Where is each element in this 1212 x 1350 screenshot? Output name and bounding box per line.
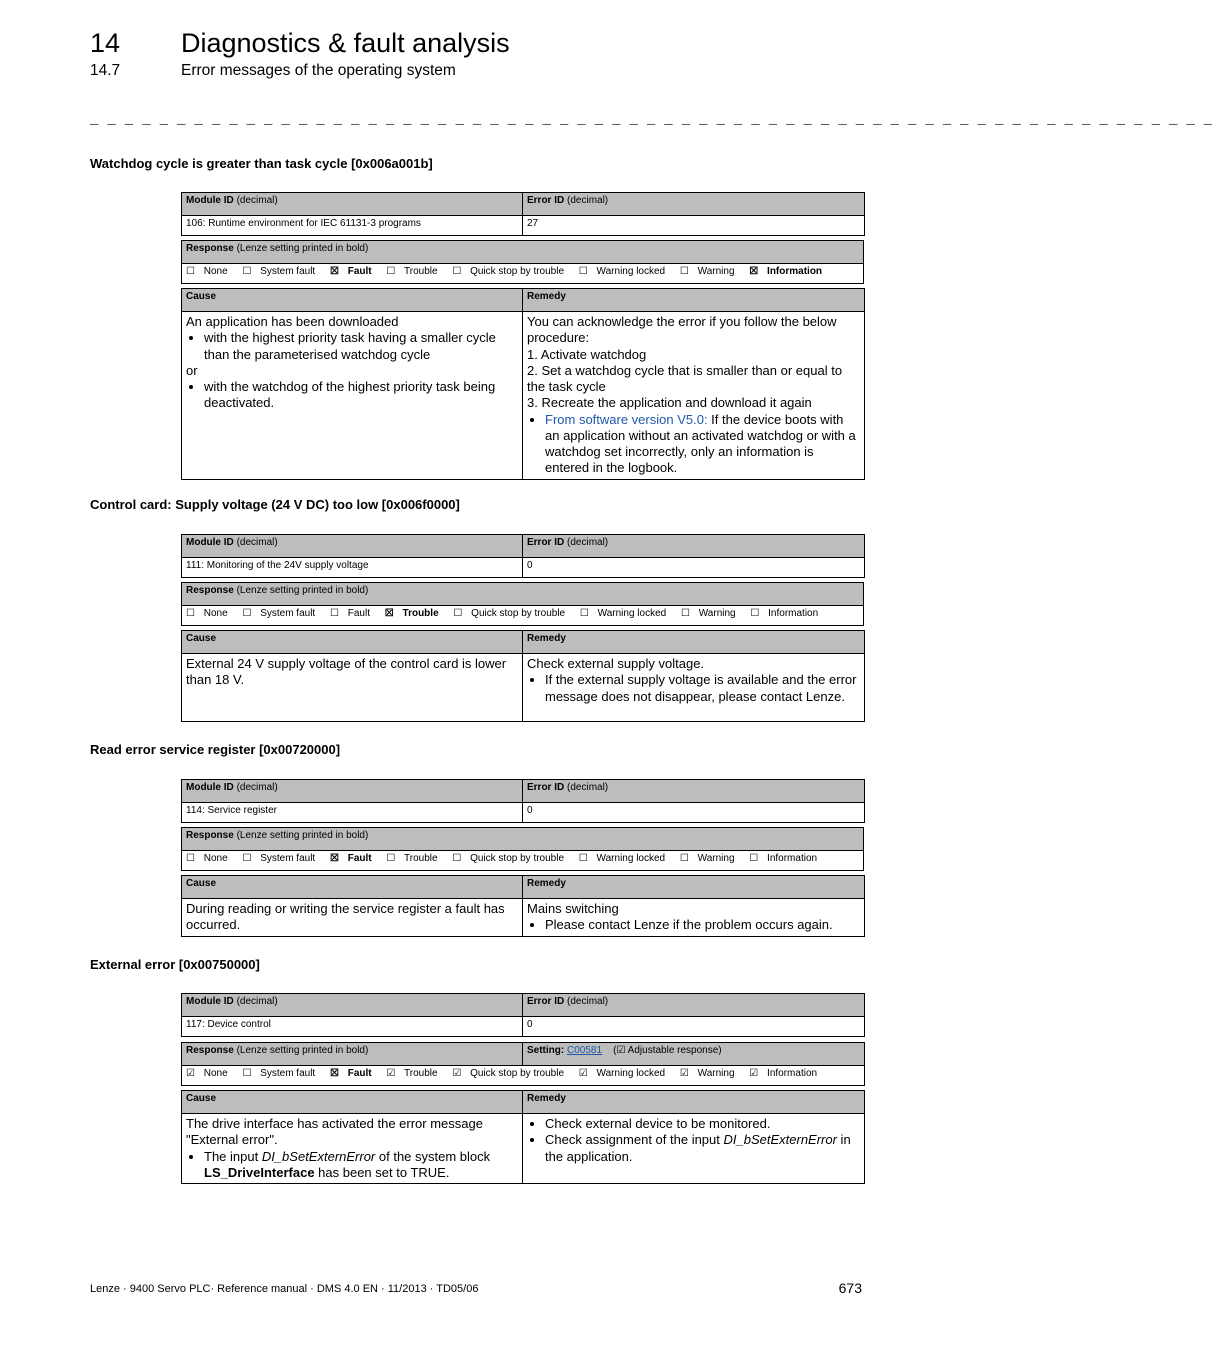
footer-text: Lenze · 9400 Servo PLC· Reference manual · DMS 4.0 EN · 11/2013 · TD05/06 xyxy=(90,1283,479,1295)
cause-header: Cause xyxy=(182,289,523,312)
error-id-header: Error ID (decimal) xyxy=(523,193,865,216)
module-id-value: 114: Service register xyxy=(182,803,523,823)
cause-cell: During reading or writing the service register a fault has occurred. xyxy=(182,899,523,937)
setting-code-link[interactable]: C00581 xyxy=(567,1045,603,1056)
chapter-number: 14 xyxy=(90,28,121,58)
response-options: ☐ None ☐ System fault ☒ Fault ☐ Trouble ☐ Quick stop by trouble ☐ Warning locked ☐ Warning ☐ Information xyxy=(182,851,864,871)
cause-remedy-table xyxy=(181,630,865,722)
response-header: Response (Lenze setting printed in bold) xyxy=(182,1043,523,1066)
remedy-cell: You can acknowledge the error if you follow the below procedure: 1. Activate watchdog 2. Set a watchdog cycle that is smaller than or equal to the task cycle 3. Recreate the application and download it again • From software version V5.0: If the device boots with an application without an activated watchdog or with a watchdog set incorrectly, only an information is entered in the logbook. xyxy=(523,312,865,480)
remedy-cell xyxy=(523,1114,865,1184)
software-version-link[interactable]: From software version V5.0: xyxy=(545,411,708,427)
error-table xyxy=(181,779,865,823)
cause-remedy-table xyxy=(181,875,865,937)
response-options: ☐ None ☐ System fault ☒ Fault ☐ Trouble ☐ Quick stop by trouble ☐ Warning locked ☐ Warning ☒ Information xyxy=(182,264,864,284)
list-item: • From software version V5.0: If the device boots with an application without an activated watchdog or with a watchdog set incorrectly, only an information is entered in the logbook. xyxy=(545,412,860,477)
error-id-value: 0 xyxy=(523,803,865,823)
module-id-header: Module ID (decimal) xyxy=(182,193,523,216)
error-table xyxy=(181,993,865,1037)
section-title: Error messages of the operating system xyxy=(181,62,456,79)
list-item: • Check external device to be monitored. xyxy=(545,1116,860,1132)
chapter-title: Diagnostics & fault analysis xyxy=(181,28,510,58)
error-id-value: 27 xyxy=(523,216,865,236)
cause-cell: The drive interface has activated the error message "External error". • The input DI_bSetExternError of the system block LS_DriveInterface has been set to TRUE. xyxy=(182,1114,523,1184)
response-options: ☐ None ☐ System fault ☐ Fault ☒ Trouble ☐ Quick stop by trouble ☐ Warning locked ☐ Warning ☐ Information xyxy=(182,606,864,626)
error-id-header: Error ID (decimal) xyxy=(523,535,865,558)
cause-cell: An application has been downloaded • with the highest priority task having a smaller cycle than the parameterised watchdog cycle or • with the watchdog of the highest priority task being deactivated. xyxy=(182,312,523,480)
response-header: Response (Lenze setting printed in bold) xyxy=(182,241,864,264)
cause-header: Cause xyxy=(182,876,523,899)
error-table xyxy=(181,192,865,236)
error-id-value: 0 xyxy=(523,558,865,578)
remedy-header: Remedy xyxy=(523,631,865,654)
cause-header: Cause xyxy=(182,1091,523,1114)
response-table xyxy=(181,240,864,284)
response-header: Response (Lenze setting printed in bold) xyxy=(182,828,864,851)
list-item: • If the external supply voltage is available and the error message does not disappear, please contact Lenze. xyxy=(545,672,860,705)
error-title: Watchdog cycle is greater than task cycle [0x006a001b] xyxy=(90,156,433,171)
module-id-value: 117: Device control xyxy=(182,1017,523,1037)
remedy-cell: Check external supply voltage. • If the external supply voltage is available and the error message does not disappear, please contact Lenze. xyxy=(523,654,865,722)
list-item: • Please contact Lenze if the problem occurs again. xyxy=(545,917,860,933)
error-id-header: Error ID (decimal) xyxy=(523,994,865,1017)
setting-header: Setting: C00581 (☑ Adjustable response) xyxy=(523,1043,865,1066)
page-number: 673 xyxy=(838,1280,862,1296)
list-item: • The input DI_bSetExternError of the system block LS_DriveInterface has been set to TRUE. xyxy=(204,1149,518,1182)
response-table xyxy=(181,582,864,626)
error-title: Read error service register [0x00720000] xyxy=(90,742,341,757)
error-title: External error [0x00750000] xyxy=(90,957,260,972)
response-table xyxy=(181,1042,865,1086)
cause-remedy-table xyxy=(181,1090,865,1184)
error-table xyxy=(181,534,865,578)
cause-remedy-table xyxy=(181,288,865,480)
list-item: • with the watchdog of the highest priority task being deactivated. xyxy=(204,379,518,412)
list-item: • Check assignment of the input DI_bSetExternError in the application. xyxy=(545,1132,860,1165)
remedy-header: Remedy xyxy=(523,876,865,899)
module-id-header: Module ID (decimal) xyxy=(182,780,523,803)
response-header: Response (Lenze setting printed in bold) xyxy=(182,583,864,606)
module-id-value: 106: Runtime environment for IEC 61131-3 programs xyxy=(182,216,523,236)
list-item: • with the highest priority task having a smaller cycle than the parameterised watchdog cycle xyxy=(204,330,518,363)
module-id-header: Module ID (decimal) xyxy=(182,535,523,558)
error-title: Control card: Supply voltage (24 V DC) too low [0x006f0000] xyxy=(90,497,460,512)
cause-cell: External 24 V supply voltage of the control card is lower than 18 V. xyxy=(182,654,523,722)
section-number: 14.7 xyxy=(90,62,121,79)
remedy-header: Remedy xyxy=(523,1091,865,1114)
error-id-header: Error ID (decimal) xyxy=(523,780,865,803)
remedy-header: Remedy xyxy=(523,289,865,312)
header-separator: _ _ _ _ _ _ _ _ _ _ _ _ _ _ _ _ _ _ _ _ _ _ _ _ _ _ _ _ _ _ _ _ _ _ _ _ _ _ _ _ _ _ _ _ _ _ _ _ _ _ _ _ _ _ _ _ _ _ _ _ _ _ _ _ _ xyxy=(90,112,1212,128)
module-id-header: Module ID (decimal) xyxy=(182,994,523,1017)
error-id-value: 0 xyxy=(523,1017,865,1037)
response-table xyxy=(181,827,864,871)
remedy-cell: Mains switching • Please contact Lenze if the problem occurs again. xyxy=(523,899,865,937)
module-id-value: 111: Monitoring of the 24V supply voltage xyxy=(182,558,523,578)
response-options: ☑ None ☐ System fault ☒ Fault ☑ Trouble ☑ Quick stop by trouble ☑ Warning locked ☑ Warning ☑ Information xyxy=(182,1066,865,1086)
cause-header: Cause xyxy=(182,631,523,654)
